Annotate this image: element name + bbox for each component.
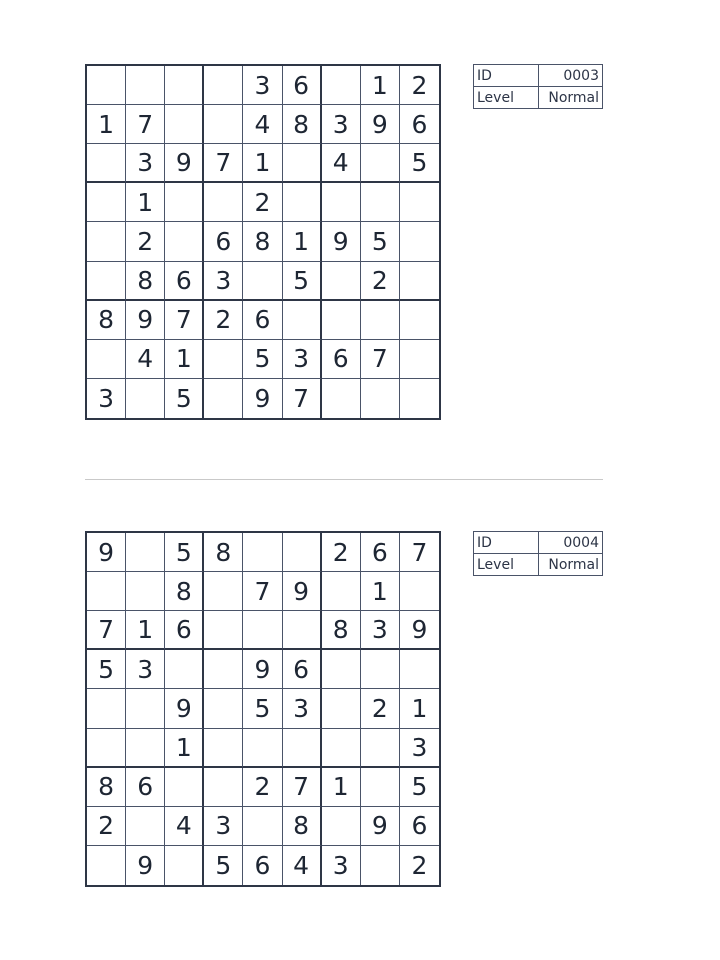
sudoku-cell: 4	[283, 846, 322, 885]
sudoku-cell	[243, 611, 282, 650]
sudoku-cell	[322, 301, 361, 340]
sudoku-cell: 3	[243, 66, 282, 105]
sudoku-cell	[126, 379, 165, 418]
level-label: Level	[474, 554, 539, 576]
sudoku-cell	[87, 262, 126, 301]
sudoku-cell: 6	[283, 650, 322, 689]
sudoku-cell: 9	[165, 689, 204, 728]
sudoku-cell: 1	[126, 611, 165, 650]
sudoku-cell: 6	[400, 105, 439, 144]
sudoku-cell: 5	[204, 846, 243, 885]
sudoku-cell	[322, 379, 361, 418]
sudoku-cell	[283, 144, 322, 183]
sudoku-cell	[361, 301, 400, 340]
sudoku-cell: 5	[243, 340, 282, 379]
sudoku-cell	[400, 222, 439, 261]
puzzle-divider	[85, 479, 603, 480]
sudoku-cell	[361, 650, 400, 689]
sudoku-cell	[322, 66, 361, 105]
sudoku-cell	[322, 183, 361, 222]
sudoku-cell	[204, 183, 243, 222]
sudoku-cell	[87, 572, 126, 611]
id-label: ID	[474, 532, 539, 554]
sudoku-cell: 3	[126, 144, 165, 183]
sudoku-cell	[204, 105, 243, 144]
sudoku-cell: 6	[204, 222, 243, 261]
sudoku-cell	[400, 262, 439, 301]
sudoku-cell	[126, 572, 165, 611]
id-label: ID	[474, 65, 539, 87]
sudoku-cell	[87, 222, 126, 261]
sudoku-cell	[204, 768, 243, 807]
sudoku-cell: 1	[283, 222, 322, 261]
sudoku-cell: 6	[243, 846, 282, 885]
sudoku-cell	[204, 340, 243, 379]
sudoku-cell: 9	[126, 846, 165, 885]
sudoku-cell	[283, 533, 322, 572]
sudoku-cell	[243, 533, 282, 572]
sudoku-cell	[165, 846, 204, 885]
sudoku-cell	[361, 846, 400, 885]
id-value: 0004	[539, 532, 603, 554]
sudoku-cell: 1	[126, 183, 165, 222]
sudoku-cell: 4	[322, 144, 361, 183]
sudoku-cell: 6	[322, 340, 361, 379]
sudoku-cell	[126, 729, 165, 768]
sudoku-cell	[322, 729, 361, 768]
sudoku-cell	[322, 650, 361, 689]
sudoku-cell: 1	[400, 689, 439, 728]
sudoku-cell: 7	[283, 379, 322, 418]
sudoku-cell	[204, 379, 243, 418]
sudoku-cell: 7	[204, 144, 243, 183]
sudoku-cell: 5	[361, 222, 400, 261]
sudoku-cell: 9	[87, 533, 126, 572]
sudoku-cell	[126, 533, 165, 572]
sudoku-cell	[87, 183, 126, 222]
sudoku-cell	[361, 144, 400, 183]
sudoku-cell	[322, 262, 361, 301]
sudoku-cell: 9	[283, 572, 322, 611]
sudoku-cell: 6	[165, 262, 204, 301]
sudoku-cell: 1	[165, 340, 204, 379]
sudoku-cell: 8	[165, 572, 204, 611]
sudoku-cell	[283, 729, 322, 768]
sudoku-cell: 8	[204, 533, 243, 572]
sudoku-cell	[165, 66, 204, 105]
level-row	[474, 554, 603, 576]
sudoku-cell: 3	[204, 807, 243, 846]
sudoku-cell: 2	[361, 262, 400, 301]
sudoku-cell	[361, 768, 400, 807]
sudoku-cell	[361, 729, 400, 768]
sudoku-cell: 3	[400, 729, 439, 768]
sudoku-cell: 2	[361, 689, 400, 728]
sudoku-puzzle	[85, 531, 605, 889]
sudoku-grid	[85, 531, 441, 887]
sudoku-cell: 5	[400, 144, 439, 183]
sudoku-cell	[87, 340, 126, 379]
sudoku-cell: 6	[400, 807, 439, 846]
sudoku-cell: 9	[243, 650, 282, 689]
sudoku-cell: 3	[322, 846, 361, 885]
sudoku-cell	[165, 768, 204, 807]
sudoku-cell	[126, 689, 165, 728]
sudoku-cell	[204, 611, 243, 650]
sudoku-cell	[243, 729, 282, 768]
sudoku-cell: 4	[165, 807, 204, 846]
sudoku-cell	[361, 183, 400, 222]
sudoku-cell: 9	[126, 301, 165, 340]
sudoku-cell: 3	[126, 650, 165, 689]
sudoku-cell: 2	[400, 66, 439, 105]
sudoku-cell: 5	[400, 768, 439, 807]
sudoku-cell: 3	[322, 105, 361, 144]
sudoku-grid	[85, 64, 441, 420]
sudoku-cell: 7	[87, 611, 126, 650]
sudoku-cell	[204, 689, 243, 728]
sudoku-cell: 1	[87, 105, 126, 144]
sudoku-cell	[322, 807, 361, 846]
sudoku-cell: 8	[126, 262, 165, 301]
level-label: Level	[474, 87, 539, 109]
sudoku-cell: 8	[87, 768, 126, 807]
sudoku-cell: 3	[87, 379, 126, 418]
sudoku-cell	[126, 807, 165, 846]
sudoku-cell: 8	[322, 611, 361, 650]
sudoku-cell: 7	[361, 340, 400, 379]
sudoku-cell: 9	[165, 144, 204, 183]
sudoku-cell: 1	[361, 572, 400, 611]
sudoku-cell	[204, 572, 243, 611]
sudoku-cell: 5	[165, 533, 204, 572]
sudoku-cell	[204, 650, 243, 689]
sudoku-cell: 7	[243, 572, 282, 611]
sudoku-cell	[87, 144, 126, 183]
sudoku-cell: 8	[283, 105, 322, 144]
sudoku-cell	[87, 66, 126, 105]
sudoku-cell	[87, 846, 126, 885]
sudoku-cell: 9	[322, 222, 361, 261]
sudoku-cell: 6	[243, 301, 282, 340]
id-row	[474, 532, 603, 554]
sudoku-cell	[400, 379, 439, 418]
sudoku-cell: 7	[165, 301, 204, 340]
level-value: Normal	[539, 87, 603, 109]
sudoku-cell: 2	[243, 768, 282, 807]
sudoku-cell	[283, 611, 322, 650]
sudoku-cell	[165, 105, 204, 144]
sudoku-cell	[400, 340, 439, 379]
sudoku-cell	[400, 650, 439, 689]
sudoku-cell: 3	[361, 611, 400, 650]
sudoku-cell: 4	[243, 105, 282, 144]
sudoku-cell: 6	[283, 66, 322, 105]
sudoku-cell	[165, 222, 204, 261]
sudoku-cell: 9	[243, 379, 282, 418]
sudoku-cell	[204, 729, 243, 768]
sudoku-cell	[400, 572, 439, 611]
sudoku-cell: 5	[243, 689, 282, 728]
id-value: 0003	[539, 65, 603, 87]
sudoku-cell: 4	[126, 340, 165, 379]
sudoku-cell: 2	[126, 222, 165, 261]
level-value: Normal	[539, 554, 603, 576]
sudoku-cell: 2	[411, 850, 428, 880]
id-row	[474, 65, 603, 87]
sudoku-cell: 8	[243, 222, 282, 261]
sudoku-cell: 3	[283, 689, 322, 728]
sudoku-cell: 3	[204, 262, 243, 301]
sudoku-cell: 8	[87, 301, 126, 340]
sudoku-cell: 7	[283, 768, 322, 807]
sudoku-cell	[243, 807, 282, 846]
sudoku-cell	[400, 301, 439, 340]
sudoku-cell	[283, 183, 322, 222]
sudoku-cell: 7	[126, 105, 165, 144]
sudoku-cell: 1	[243, 144, 282, 183]
sudoku-cell: 1	[361, 66, 400, 105]
sudoku-cell	[126, 66, 165, 105]
sudoku-cell: 5	[165, 379, 204, 418]
sudoku-cell: 2	[87, 807, 126, 846]
sudoku-cell: 2	[243, 183, 282, 222]
sudoku-cell: 6	[165, 611, 204, 650]
sudoku-cell: 5	[283, 262, 322, 301]
sudoku-cell	[322, 572, 361, 611]
puzzle-info-table	[473, 531, 603, 576]
sudoku-cell	[243, 262, 282, 301]
sudoku-cell	[165, 650, 204, 689]
sudoku-cell	[204, 66, 243, 105]
sudoku-cell: 1	[165, 729, 204, 768]
sudoku-cell: 9	[400, 611, 439, 650]
sudoku-cell	[322, 689, 361, 728]
sudoku-puzzle	[85, 64, 605, 422]
sudoku-cell: 6	[361, 533, 400, 572]
sudoku-cell	[165, 183, 204, 222]
sudoku-cell	[283, 301, 322, 340]
level-row	[474, 87, 603, 109]
sudoku-cell: 9	[361, 807, 400, 846]
puzzle-info-table	[473, 64, 603, 109]
sudoku-cell: 2	[204, 301, 243, 340]
sudoku-cell: 9	[361, 105, 400, 144]
sudoku-cell: 3	[283, 340, 322, 379]
sudoku-cell: 7	[400, 533, 439, 572]
sudoku-cell	[87, 729, 126, 768]
sudoku-cell: 6	[126, 768, 165, 807]
sudoku-cell	[87, 689, 126, 728]
sudoku-cell: 8	[283, 807, 322, 846]
sudoku-cell: 1	[322, 768, 361, 807]
sudoku-cell	[361, 379, 400, 418]
sudoku-cell	[400, 183, 439, 222]
sudoku-cell: 5	[87, 650, 126, 689]
sudoku-cell: 2	[322, 533, 361, 572]
